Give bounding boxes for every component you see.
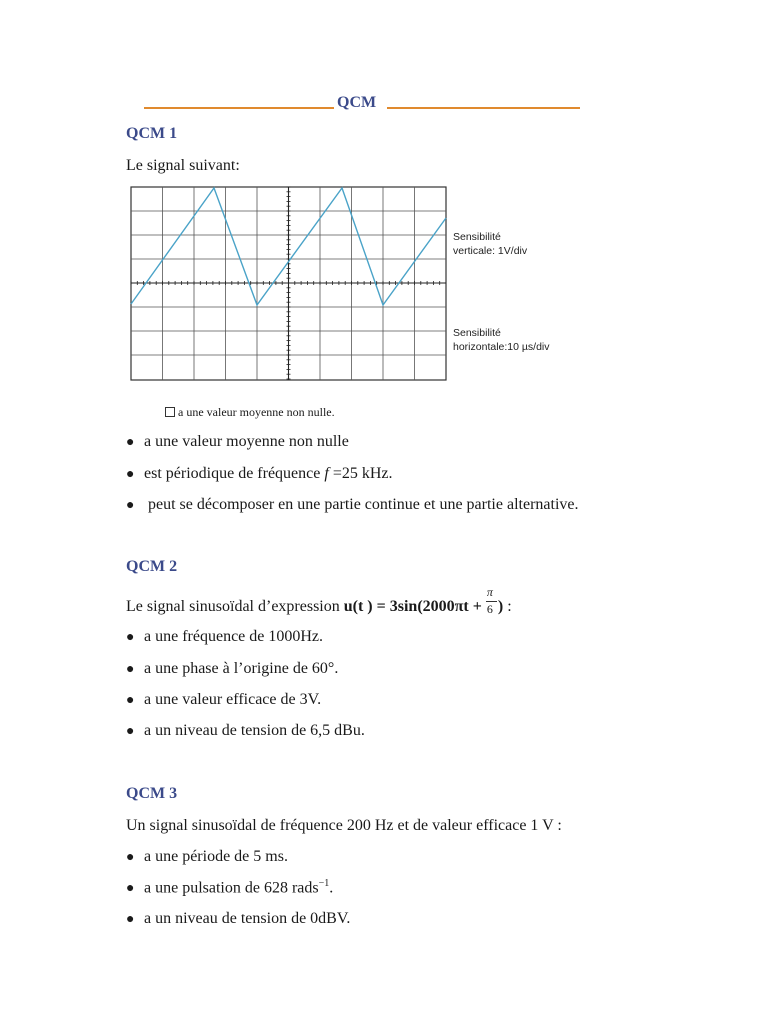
qcm3-option-2-exponent: −1: [318, 878, 330, 889]
bullet-icon: ●: [126, 912, 135, 927]
qcm3-intro: Un signal sinusoïdal de fréquence 200 Hz et de valeur efficace 1 V :: [126, 817, 562, 834]
horizontal-sensitivity-label: [453, 326, 550, 354]
horizontal-sensitivity-line1: Sensibilité: [453, 327, 501, 339]
pi-over-six-fraction: [486, 585, 498, 617]
qcm3-option-1[interactable]: [126, 848, 288, 866]
qcm2-option-1[interactable]: [126, 628, 323, 646]
fraction-denominator: 6: [486, 602, 493, 617]
qcm2-intro-pre: Le signal sinusoïdal d’expression: [126, 598, 344, 615]
bullet-icon: ●: [126, 498, 135, 513]
qcm2-intro-post: :: [503, 598, 512, 615]
bullet-icon: ●: [126, 881, 135, 897]
qcm3-option-3-text: a un niveau de tension de 0dBV.: [144, 910, 351, 927]
qcm2-option-2[interactable]: [126, 660, 338, 678]
qcm2-expression: u(t ) = 3sin(2000πt +: [343, 598, 486, 615]
header-right-rule: [387, 107, 580, 109]
bullet-icon: ●: [126, 850, 135, 865]
qcm1-option-1[interactable]: [126, 433, 349, 451]
qcm2-title: QCM 2: [126, 558, 178, 575]
qcm1-caption-text: a une valeur moyenne non nulle.: [178, 405, 335, 419]
qcm1-option-3-text: peut se décomposer en une partie continue et une partie alternative.: [144, 496, 579, 513]
qcm1-option-3[interactable]: [126, 496, 578, 514]
header: [0, 94, 768, 116]
horizontal-sensitivity-line2: horizontale:10 µs/div: [453, 341, 550, 353]
qcm3-option-3[interactable]: [126, 910, 350, 928]
oscilloscope-screen: [130, 186, 448, 382]
qcm2-option-1-text: a une fréquence de 1000Hz.: [144, 628, 324, 645]
qcm1-option-1-text: a une valeur moyenne non nulle: [144, 433, 349, 450]
qcm3-title: QCM 3: [126, 785, 178, 802]
qcm2-option-3-text: a une valeur efficace de 3V.: [144, 691, 322, 708]
qcm1-option-2-var: f: [324, 465, 329, 482]
qcm1-option-2[interactable]: [126, 465, 393, 483]
qcm1-caption: [165, 405, 335, 420]
bullet-icon: ●: [126, 630, 135, 645]
checkbox-icon[interactable]: [165, 407, 175, 417]
fraction-numerator: π: [486, 585, 493, 600]
bullet-icon: ●: [126, 724, 135, 739]
qcm2-option-4-text: a un niveau de tension de 6,5 dBu.: [144, 722, 365, 739]
qcm3-option-2-pre: a une pulsation de 628 rads: [144, 879, 319, 897]
qcm3-option-2-post: .: [329, 879, 334, 897]
qcm2-option-2-text: a une phase à l’origine de 60°.: [144, 660, 339, 677]
qcm3-option-2[interactable]: [126, 878, 333, 897]
vertical-sensitivity-label: [453, 230, 527, 258]
bullet-icon: ●: [126, 435, 135, 450]
qcm1-option-2-post: =25 kHz.: [328, 465, 393, 482]
bullet-icon: ●: [126, 662, 135, 677]
bullet-icon: ●: [126, 467, 135, 482]
vertical-sensitivity-line1: Sensibilité: [453, 231, 501, 243]
qcm2-expression-close: ): [497, 598, 504, 615]
qcm2-option-4[interactable]: [126, 722, 365, 740]
qcm3-option-1-text: a une période de 5 ms.: [144, 848, 288, 865]
header-left-rule: [144, 107, 334, 109]
qcm2-option-3[interactable]: [126, 691, 321, 709]
qcm1-intro: Le signal suivant:: [126, 157, 240, 174]
bullet-icon: ●: [126, 693, 135, 708]
page-title: QCM: [337, 94, 377, 111]
vertical-sensitivity-line2: verticale: 1V/div: [453, 245, 528, 257]
qcm1-option-2-pre: est périodique de fréquence: [144, 465, 325, 482]
qcm2-intro: [126, 585, 512, 617]
qcm1-title: QCM 1: [126, 125, 178, 142]
